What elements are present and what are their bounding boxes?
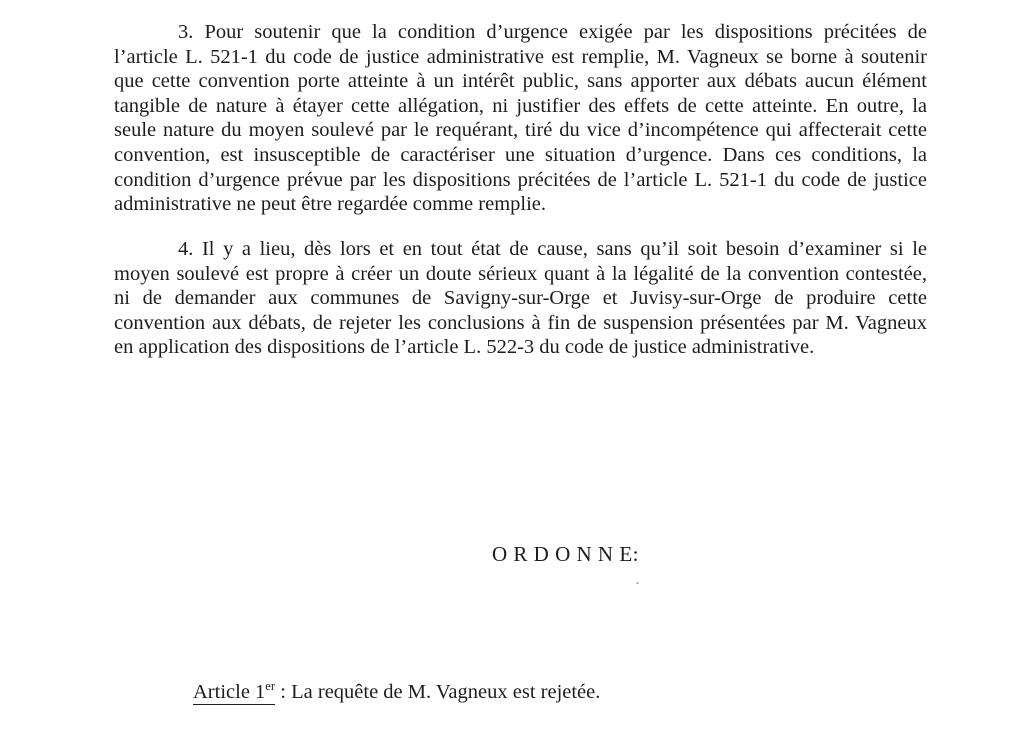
article-1-label-text: Article 1 <box>193 681 266 703</box>
text-line: condition d’urgence prévue par les dispositions précitées de l’article L. 521-1 du code de justice <box>114 168 927 191</box>
text-line: seule nature du moyen soulevé par le requérant, tiré du vice d’incompétence qui affecterait cette <box>114 119 927 142</box>
article-1-line <box>193 680 600 705</box>
text-line: en application des dispositions de l’article L. 522-3 du code de justice administrative. <box>114 336 815 359</box>
text-line: que cette convention porte atteinte à un intérêt public, sans apporter aux débats aucun élément <box>114 70 927 93</box>
paragraph-4 <box>114 237 927 360</box>
ordonne-heading: O R D O N N E: <box>492 542 639 566</box>
article-1-superscript: er <box>265 679 276 694</box>
article-1-text: : La requête de M. Vagneux est rejetée. <box>275 681 601 703</box>
text-line: convention aux débats, de rejeter les conclusions à fin de suspension présentées par M. Vagneux <box>114 311 927 334</box>
paragraph-3 <box>114 20 927 217</box>
text-line: l’article L. 521-1 du code de justice administrative est remplie, M. Vagneux se borne à soutenir <box>114 45 927 68</box>
text-line: tangible de nature à étayer cette allégation, ni justifier des effets de cette atteinte. En outre, la <box>114 94 927 117</box>
text-line: ni de demander aux communes de Savigny-sur-Orge et Juvisy-sur-Orge de produire cette <box>114 287 927 310</box>
text-line: 4. Il y a lieu, dès lors et en tout état de cause, sans qu’il soit besoin d’examiner si le <box>178 238 927 260</box>
text-line: administrative ne peut être regardée comme remplie. <box>114 193 547 216</box>
article-1-label <box>193 681 275 705</box>
text-line: convention, est insusceptible de caractériser une situation d’urgence. Dans ces conditions, la <box>114 143 927 166</box>
scan-artifact-dot <box>636 582 639 584</box>
text-line: 3. Pour soutenir que la condition d’urgence exigée par les dispositions précitées de <box>178 21 927 43</box>
text-line: moyen soulevé est propre à créer un doute sérieux quant à la légalité de la convention contestée, <box>114 262 927 285</box>
